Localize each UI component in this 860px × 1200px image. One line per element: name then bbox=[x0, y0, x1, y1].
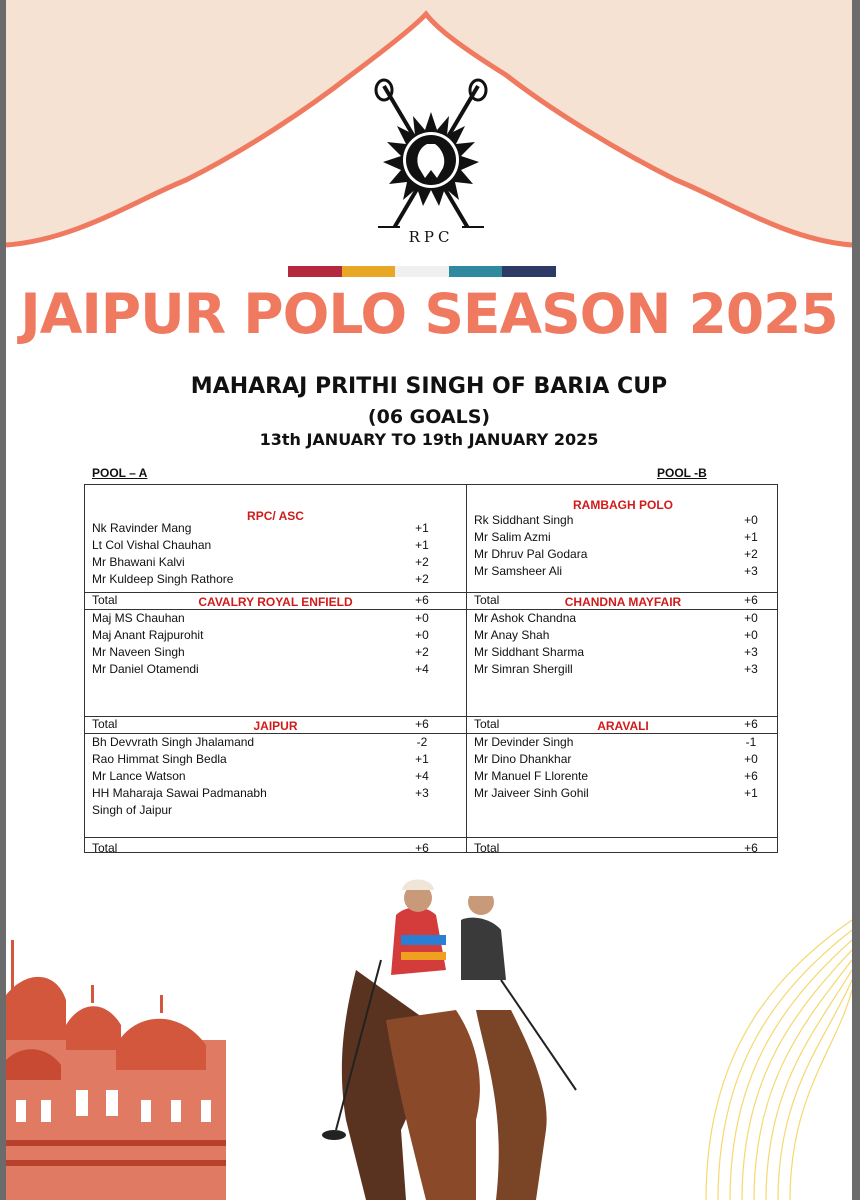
team-block bbox=[467, 719, 779, 855]
team-name: RAMBAGH POLO bbox=[573, 498, 673, 512]
team-name: ARAVALI bbox=[597, 719, 649, 733]
player-row bbox=[92, 611, 466, 628]
team-name: RPC/ ASC bbox=[247, 509, 304, 523]
player-handicap: +2 bbox=[744, 547, 758, 561]
team-block bbox=[85, 719, 466, 855]
player-name: Mr Samsheer Ali bbox=[474, 564, 563, 578]
player-row bbox=[92, 786, 466, 817]
player-name: Mr Manuel F Llorente bbox=[474, 769, 589, 783]
player-row bbox=[474, 752, 779, 769]
player-row bbox=[474, 530, 779, 547]
player-handicap: -2 bbox=[416, 735, 428, 749]
total-label: Total bbox=[474, 593, 500, 607]
player-name: Mr Devinder Singh bbox=[474, 735, 574, 749]
player-row bbox=[92, 752, 466, 769]
total-label: Total bbox=[92, 717, 118, 731]
player-row bbox=[92, 572, 466, 589]
player-row bbox=[92, 521, 466, 538]
poster-page bbox=[6, 0, 852, 1200]
player-handicap: +0 bbox=[415, 628, 429, 642]
logo-text: RPC bbox=[408, 228, 454, 246]
player-handicap: +0 bbox=[744, 628, 758, 642]
stripe-4 bbox=[449, 266, 503, 277]
player-name: Mr Anay Shah bbox=[474, 628, 550, 642]
rpc-logo bbox=[356, 78, 506, 248]
player-row bbox=[474, 662, 779, 679]
player-handicap: +1 bbox=[744, 530, 758, 544]
player-handicap: +0 bbox=[744, 513, 758, 527]
pool-a-label: POOL – A bbox=[92, 466, 148, 480]
player-handicap: +3 bbox=[744, 564, 758, 578]
player-row bbox=[92, 555, 466, 572]
team-total-row bbox=[92, 841, 466, 858]
player-name: Mr Lance Watson bbox=[92, 769, 186, 783]
player-name: Nk Ravinder Mang bbox=[92, 521, 192, 535]
tournament-dates: 13th JANUARY TO 19th JANUARY 2025 bbox=[259, 430, 599, 449]
team-block bbox=[85, 595, 466, 731]
player-name: Bh Devvrath Singh Jhalamand bbox=[92, 735, 255, 749]
total-label: Total bbox=[474, 717, 500, 731]
total-value: +6 bbox=[415, 841, 429, 855]
player-row bbox=[474, 769, 779, 786]
player-name: Mr Jaiveer Sinh Gohil bbox=[474, 786, 589, 800]
cup-name: MAHARAJ PRITHI SINGH OF BARIA CUP bbox=[190, 374, 668, 399]
total-value: +6 bbox=[744, 841, 758, 855]
player-handicap: +0 bbox=[744, 752, 758, 766]
player-handicap: +2 bbox=[415, 645, 429, 659]
team-total-row bbox=[474, 841, 779, 858]
player-name: Mr Daniel Otamendi bbox=[92, 662, 199, 676]
stripe-1 bbox=[288, 266, 342, 277]
player-name: Mr Naveen Singh bbox=[92, 645, 185, 659]
team-name: CHANDNA MAYFAIR bbox=[564, 595, 682, 609]
stripe-2 bbox=[342, 266, 396, 277]
player-name: Mr Salim Azmi bbox=[474, 530, 551, 544]
total-value: +6 bbox=[415, 593, 429, 607]
total-label: Total bbox=[92, 593, 118, 607]
player-handicap: -1 bbox=[745, 735, 757, 749]
page-title: JAIPUR POLO SEASON 2025 bbox=[20, 282, 838, 346]
player-handicap: +3 bbox=[415, 786, 429, 800]
player-row bbox=[474, 564, 779, 581]
goals-level: (06 GOALS) bbox=[367, 406, 491, 428]
stripe-5 bbox=[502, 266, 556, 277]
player-row bbox=[92, 538, 466, 555]
player-handicap: +3 bbox=[744, 645, 758, 659]
player-name: Rao Himmat Singh Bedla bbox=[92, 752, 227, 766]
stripe-3 bbox=[395, 266, 449, 277]
palace-illustration bbox=[6, 940, 226, 1200]
total-value: +6 bbox=[744, 717, 758, 731]
player-name: Mr Dhruv Pal Godara bbox=[474, 547, 588, 561]
teams-table bbox=[84, 484, 778, 853]
player-name: Mr Dino Dhankhar bbox=[474, 752, 572, 766]
player-name: HH Maharaja Sawai Padmanabh bbox=[92, 786, 267, 800]
player-name: Maj Anant Rajpurohit bbox=[92, 628, 204, 642]
player-row bbox=[474, 513, 779, 530]
player-handicap: +1 bbox=[415, 752, 429, 766]
player-name: Mr Bhawani Kalvi bbox=[92, 555, 185, 569]
total-label: Total bbox=[92, 841, 118, 855]
player-handicap: +0 bbox=[744, 611, 758, 625]
team-block bbox=[467, 595, 779, 731]
player-row bbox=[92, 769, 466, 786]
player-handicap: +1 bbox=[415, 538, 429, 552]
polo-mallets-emblem-icon bbox=[356, 78, 506, 228]
player-row bbox=[474, 735, 779, 752]
team-name: JAIPUR bbox=[253, 719, 298, 733]
player-name: Lt Col Vishal Chauhan bbox=[92, 538, 212, 552]
player-handicap: +2 bbox=[415, 572, 429, 586]
player-handicap: +4 bbox=[415, 662, 429, 676]
player-name: Mr Ashok Chandna bbox=[474, 611, 577, 625]
player-row bbox=[474, 611, 779, 628]
player-handicap: +6 bbox=[744, 769, 758, 783]
player-handicap: +3 bbox=[744, 662, 758, 676]
total-value: +6 bbox=[415, 717, 429, 731]
player-handicap: +1 bbox=[744, 786, 758, 800]
player-row bbox=[92, 645, 466, 662]
player-name: Mr Kuldeep Singh Rathore bbox=[92, 572, 234, 586]
player-name: Mr Siddhant Sharma bbox=[474, 645, 585, 659]
player-name: Rk Siddhant Singh bbox=[474, 513, 574, 527]
total-label: Total bbox=[474, 841, 500, 855]
total-value: +6 bbox=[744, 593, 758, 607]
player-row bbox=[474, 786, 779, 803]
player-handicap: +0 bbox=[415, 611, 429, 625]
team-block bbox=[85, 485, 466, 605]
player-handicap: +2 bbox=[415, 555, 429, 569]
polo-players-illustration bbox=[322, 880, 576, 1200]
player-name: Maj MS Chauhan bbox=[92, 611, 185, 625]
player-row bbox=[474, 628, 779, 645]
pool-b-label: POOL -B bbox=[657, 466, 707, 480]
player-handicap: +1 bbox=[415, 521, 429, 535]
swirl-decoration bbox=[706, 920, 852, 1200]
color-stripes bbox=[288, 266, 556, 277]
player-row bbox=[92, 628, 466, 645]
player-name: Mr Simran Shergill bbox=[474, 662, 573, 676]
player-row bbox=[92, 662, 466, 679]
player-row bbox=[474, 645, 779, 662]
player-handicap: +4 bbox=[415, 769, 429, 783]
player-name-continued: Singh of Jaipur bbox=[92, 803, 173, 817]
player-row bbox=[474, 547, 779, 564]
bottom-illustration bbox=[6, 860, 852, 1200]
team-name: CAVALRY ROYAL ENFIELD bbox=[198, 595, 353, 609]
team-block bbox=[467, 485, 779, 605]
player-row bbox=[92, 735, 466, 752]
